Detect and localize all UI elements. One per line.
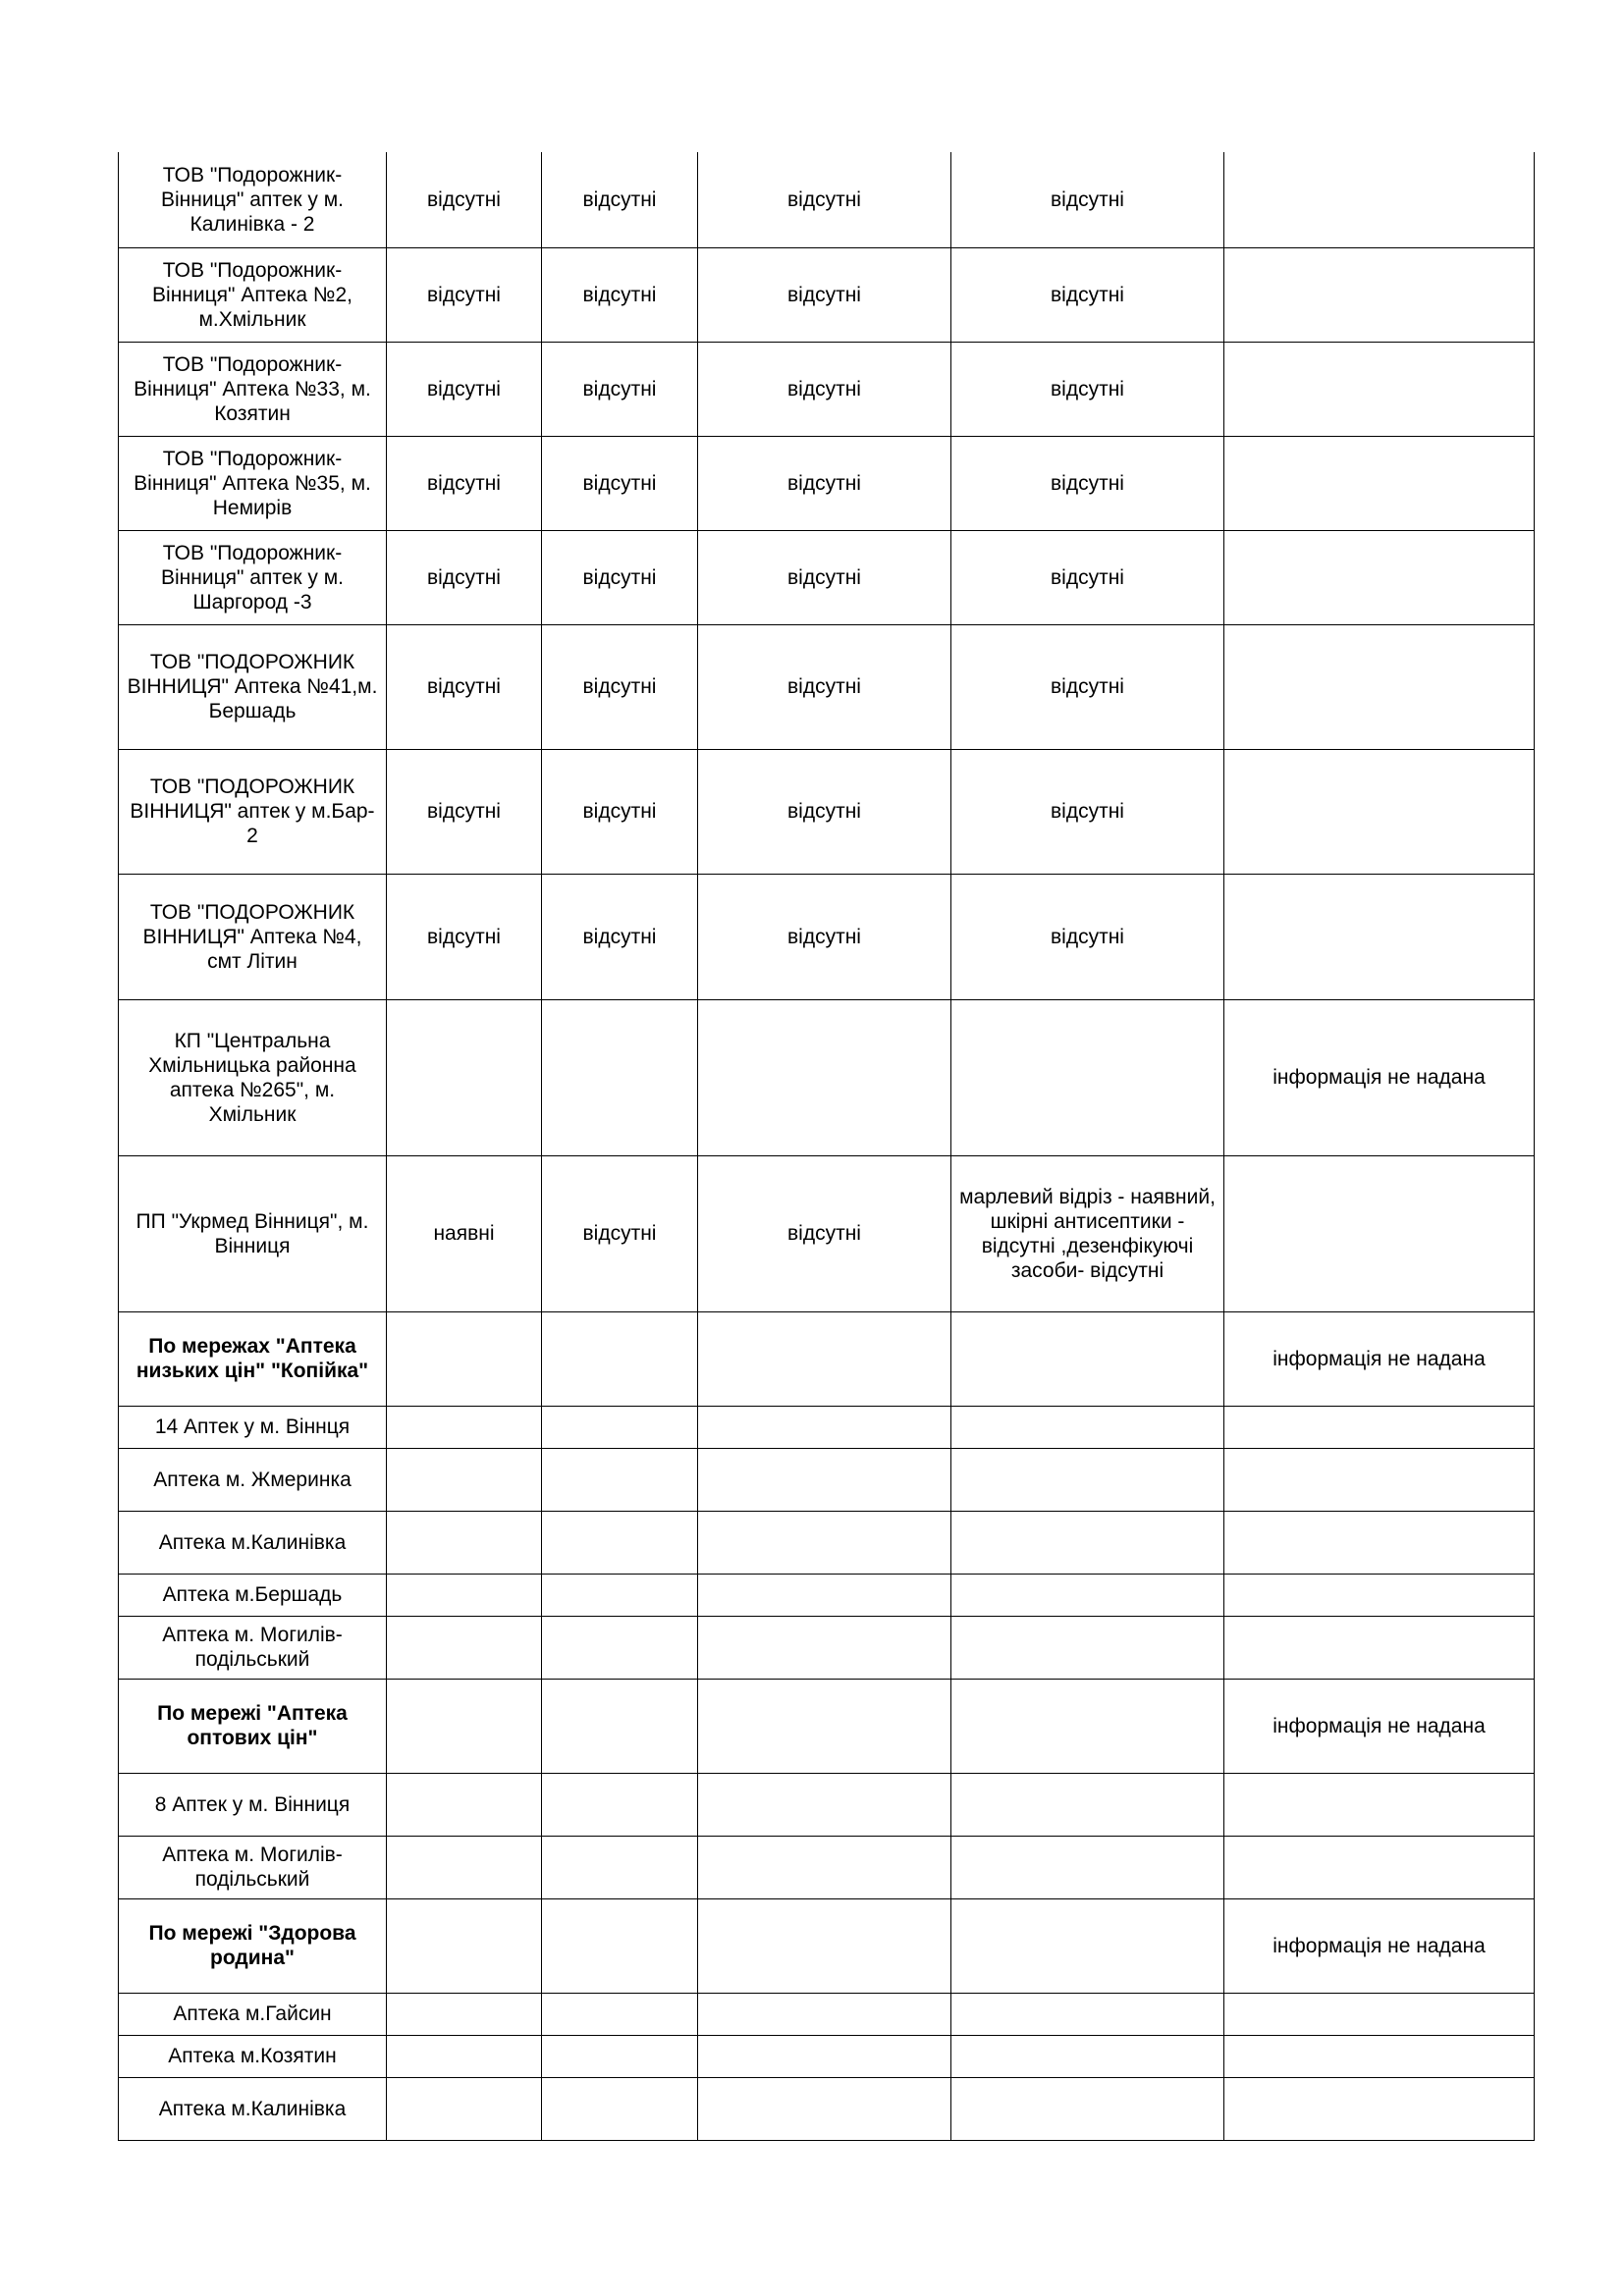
- note-cell: [1224, 1574, 1535, 1616]
- status-cell: відсутні: [698, 436, 951, 530]
- status-cell: [387, 1773, 542, 1836]
- pharmacy-name-cell: ТОВ "Подорожник-Вінниця" Аптека №33, м. Козятин: [119, 342, 387, 436]
- status-cell: відсутні: [542, 1155, 698, 1311]
- table-row: [119, 1511, 1535, 1574]
- status-cell: відсутні: [542, 874, 698, 999]
- status-cell: [542, 1773, 698, 1836]
- status-cell: [698, 1836, 951, 1898]
- pharmacy-name-cell: ТОВ "Подорожник-Вінниця" Аптека №35, м. Немирів: [119, 436, 387, 530]
- note-cell: [1224, 1448, 1535, 1511]
- status-cell: [951, 1448, 1224, 1511]
- pharmacy-name-cell: Аптека м.Козятин: [119, 2035, 387, 2077]
- table-row: [119, 624, 1535, 749]
- status-cell: [387, 2035, 542, 2077]
- table-row: [119, 1898, 1535, 1993]
- status-cell: відсутні: [951, 749, 1224, 874]
- table-row: [119, 1616, 1535, 1679]
- pharmacy-name-cell: ТОВ "ПОДОРОЖНИК ВІННИЦЯ" Аптека №4, смт Літин: [119, 874, 387, 999]
- pharmacy-name-cell: ПП "Укрмед Вінниця", м. Вінниця: [119, 1155, 387, 1311]
- table-row: [119, 342, 1535, 436]
- status-cell: [698, 2035, 951, 2077]
- pharmacy-name-cell: 14 Аптек у м. Віннця: [119, 1406, 387, 1448]
- status-cell: [698, 1448, 951, 1511]
- status-cell: [387, 1898, 542, 1993]
- status-cell: відсутні: [387, 152, 542, 247]
- status-cell: [698, 1679, 951, 1773]
- note-cell: [1224, 152, 1535, 247]
- status-cell: відсутні: [698, 530, 951, 624]
- note-cell: інформація не надана: [1224, 1311, 1535, 1406]
- status-cell: [387, 1836, 542, 1898]
- status-cell: відсутні: [951, 874, 1224, 999]
- pharmacy-name-cell: ТОВ "Подорожник-Вінниця" аптек у м. Шаргород -3: [119, 530, 387, 624]
- status-cell: [542, 1616, 698, 1679]
- status-cell: [698, 1898, 951, 1993]
- status-cell: [951, 1993, 1224, 2035]
- table-row: [119, 1155, 1535, 1311]
- status-cell: [951, 1406, 1224, 1448]
- note-cell: інформація не надана: [1224, 1679, 1535, 1773]
- note-cell: [1224, 2035, 1535, 2077]
- note-cell: інформація не надана: [1224, 1898, 1535, 1993]
- table-row: [119, 1574, 1535, 1616]
- status-cell: [951, 2035, 1224, 2077]
- note-cell: [1224, 1836, 1535, 1898]
- status-cell: [387, 1311, 542, 1406]
- status-cell: відсутні: [698, 749, 951, 874]
- status-cell: відсутні: [951, 247, 1224, 342]
- note-cell: [1224, 2077, 1535, 2140]
- status-cell: [698, 1406, 951, 1448]
- status-cell: відсутні: [387, 436, 542, 530]
- status-cell: відсутні: [542, 530, 698, 624]
- status-cell: відсутні: [387, 874, 542, 999]
- pharmacy-name-cell: 8 Аптек у м. Вінниця: [119, 1773, 387, 1836]
- status-cell: відсутні: [698, 342, 951, 436]
- status-cell: [951, 1898, 1224, 1993]
- status-cell: [387, 1448, 542, 1511]
- status-cell: [387, 1406, 542, 1448]
- status-cell: відсутні: [542, 342, 698, 436]
- table-row: [119, 1311, 1535, 1406]
- network-name-cell: По мережах "Аптека низьких цін" "Копійка": [119, 1311, 387, 1406]
- pharmacy-name-cell: Аптека м. Могилів-подільський: [119, 1836, 387, 1898]
- status-cell: [698, 2077, 951, 2140]
- status-cell: [698, 1311, 951, 1406]
- status-cell: [542, 2077, 698, 2140]
- status-cell: [387, 1574, 542, 1616]
- status-cell: відсутні: [951, 436, 1224, 530]
- table-row: [119, 1448, 1535, 1511]
- status-cell: наявні: [387, 1155, 542, 1311]
- note-cell: інформація не надана: [1224, 999, 1535, 1155]
- status-cell: [387, 1511, 542, 1574]
- status-cell: [951, 999, 1224, 1155]
- pharmacy-name-cell: ТОВ "Подорожник-Вінниця" Аптека №2, м.Хмільник: [119, 247, 387, 342]
- status-cell: [387, 2077, 542, 2140]
- status-cell: відсутні: [387, 247, 542, 342]
- status-cell: відсутні: [951, 624, 1224, 749]
- status-cell: [951, 1574, 1224, 1616]
- status-cell: відсутні: [542, 247, 698, 342]
- table-row: [119, 999, 1535, 1155]
- status-cell: [542, 1679, 698, 1773]
- status-cell: [542, 1574, 698, 1616]
- table-row: [119, 2035, 1535, 2077]
- status-cell: [542, 1836, 698, 1898]
- table-row: [119, 1993, 1535, 2035]
- table-row: [119, 749, 1535, 874]
- status-cell: [542, 1406, 698, 1448]
- status-cell: [387, 1679, 542, 1773]
- status-cell: [387, 1616, 542, 1679]
- note-cell: [1224, 530, 1535, 624]
- note-cell: [1224, 874, 1535, 999]
- note-cell: [1224, 1993, 1535, 2035]
- status-cell: відсутні: [698, 624, 951, 749]
- status-cell: [542, 999, 698, 1155]
- note-cell: [1224, 342, 1535, 436]
- pharmacy-name-cell: Аптека м. Жмеринка: [119, 1448, 387, 1511]
- status-cell: [951, 2077, 1224, 2140]
- status-cell: [698, 999, 951, 1155]
- note-cell: [1224, 436, 1535, 530]
- note-cell: [1224, 1406, 1535, 1448]
- status-cell: [698, 1993, 951, 2035]
- note-cell: [1224, 1155, 1535, 1311]
- table-row: [119, 1406, 1535, 1448]
- status-cell: відсутні: [951, 342, 1224, 436]
- status-cell: [387, 999, 542, 1155]
- status-cell: [951, 1311, 1224, 1406]
- status-cell: відсутні: [542, 624, 698, 749]
- pharmacy-name-cell: Аптека м.Гайсин: [119, 1993, 387, 2035]
- status-cell: [542, 1311, 698, 1406]
- status-cell: [542, 1448, 698, 1511]
- note-cell: [1224, 1511, 1535, 1574]
- status-cell: [542, 1511, 698, 1574]
- table-row: [119, 152, 1535, 247]
- status-cell: відсутні: [387, 624, 542, 749]
- status-cell: відсутні: [387, 342, 542, 436]
- table-row: [119, 1679, 1535, 1773]
- status-cell: відсутні: [387, 530, 542, 624]
- pharmacy-name-cell: Аптека м.Бершадь: [119, 1574, 387, 1616]
- status-cell: [698, 1773, 951, 1836]
- pharmacy-name-cell: Аптека м.Калинівка: [119, 2077, 387, 2140]
- pharmacy-name-cell: ТОВ "Подорожник-Вінниця" аптек у м. Калинівка - 2: [119, 152, 387, 247]
- table-row: [119, 1836, 1535, 1898]
- note-cell: [1224, 624, 1535, 749]
- status-cell: [542, 2035, 698, 2077]
- note-cell: [1224, 749, 1535, 874]
- pharmacy-name-cell: ТОВ "ПОДОРОЖНИК ВІННИЦЯ" аптек у м.Бар- 2: [119, 749, 387, 874]
- table-row: [119, 436, 1535, 530]
- status-cell: [542, 1898, 698, 1993]
- status-cell: відсутні: [698, 247, 951, 342]
- table-row: [119, 247, 1535, 342]
- status-cell: марлевий відріз - наявний, шкірні антисептики - відсутні ,дезенфікуючі засоби- відсутні: [951, 1155, 1224, 1311]
- status-cell: [951, 1511, 1224, 1574]
- note-cell: [1224, 1616, 1535, 1679]
- status-cell: [387, 1993, 542, 2035]
- status-cell: [698, 1616, 951, 1679]
- status-cell: [698, 1574, 951, 1616]
- status-cell: відсутні: [698, 1155, 951, 1311]
- network-name-cell: По мережі "Аптека оптових цін": [119, 1679, 387, 1773]
- pharmacy-name-cell: ТОВ "ПОДОРОЖНИК ВІННИЦЯ" Аптека №41,м. Бершадь: [119, 624, 387, 749]
- status-cell: [951, 1836, 1224, 1898]
- pharmacy-name-cell: Аптека м.Калинівка: [119, 1511, 387, 1574]
- table-row: [119, 874, 1535, 999]
- status-cell: відсутні: [387, 749, 542, 874]
- note-cell: [1224, 247, 1535, 342]
- status-cell: відсутні: [951, 530, 1224, 624]
- network-name-cell: По мережі "Здорова родина": [119, 1898, 387, 1993]
- status-cell: [542, 1993, 698, 2035]
- table-row: [119, 2077, 1535, 2140]
- status-cell: відсутні: [951, 152, 1224, 247]
- status-cell: [951, 1679, 1224, 1773]
- pharmacy-table: [118, 152, 1535, 2141]
- status-cell: відсутні: [698, 152, 951, 247]
- status-cell: відсутні: [542, 152, 698, 247]
- note-cell: [1224, 1773, 1535, 1836]
- pharmacy-name-cell: КП "Центральна Хмільницька районна аптека №265", м. Хмільник: [119, 999, 387, 1155]
- status-cell: відсутні: [542, 749, 698, 874]
- status-cell: [951, 1616, 1224, 1679]
- status-cell: відсутні: [698, 874, 951, 999]
- status-cell: відсутні: [542, 436, 698, 530]
- status-cell: [951, 1773, 1224, 1836]
- table-row: [119, 530, 1535, 624]
- status-cell: [698, 1511, 951, 1574]
- table-row: [119, 1773, 1535, 1836]
- pharmacy-name-cell: Аптека м. Могилів-подільський: [119, 1616, 387, 1679]
